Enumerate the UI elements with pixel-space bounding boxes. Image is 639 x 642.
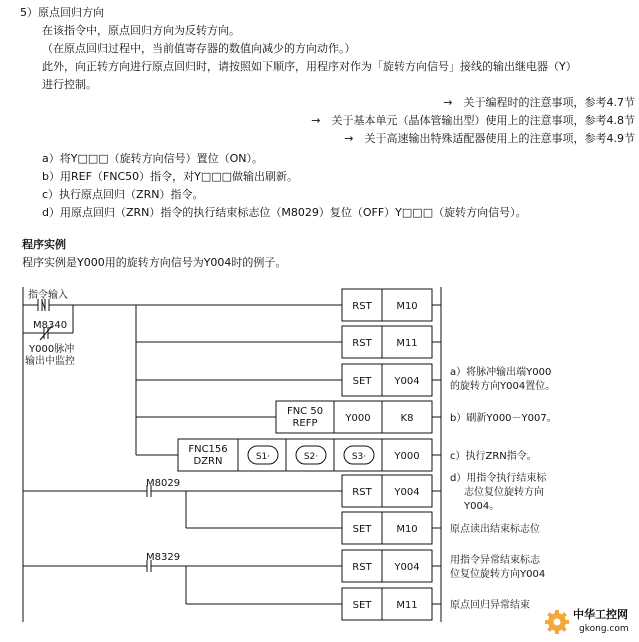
dzrn-label: DZRN bbox=[193, 456, 223, 467]
annotation-a-1: a）将脉冲输出端Y000 bbox=[450, 367, 552, 378]
y000-label-1: Y000 bbox=[345, 413, 371, 424]
annotation-e: 原点读出结束标志位 bbox=[450, 524, 540, 535]
ref-link-4-9[interactable]: → 关于高速输出特殊适配器使用上的注意事项，参考4.9节 bbox=[344, 132, 635, 145]
step-a: a）将Y□□□（旋转方向信号）置位（ON）。 bbox=[42, 152, 264, 165]
watermark-url: gkong.com bbox=[579, 624, 629, 634]
m10-label-2: M10 bbox=[396, 524, 418, 535]
paragraph-2: （在原点回归过程中，当前值寄存器的数值向减少的方向动作。） bbox=[42, 42, 356, 55]
y004-label-2: Y004 bbox=[394, 487, 420, 498]
fnc50-label: FNC 50 bbox=[286, 406, 324, 417]
gear-icon bbox=[543, 602, 635, 638]
annotation-a-2: 的旋转方向Y004置位。 bbox=[450, 381, 556, 392]
annotation-d-1: d）用指令执行结束标 bbox=[450, 473, 547, 484]
monitor-contact-label: M8340 bbox=[33, 320, 68, 331]
paragraph-1: 在该指令中，原点回归方向为反转方向。 bbox=[42, 24, 240, 37]
watermark bbox=[543, 602, 635, 638]
paragraph-3: 此外，向正转方向进行原点回归时，请按照如下顺序，用程序对作为「旋转方向信号」接线的输出继电器（Y） bbox=[42, 60, 577, 73]
rst-label-3: RST bbox=[352, 487, 372, 498]
s3-label: S3· bbox=[351, 452, 367, 462]
y000-label-2: Y000 bbox=[394, 451, 420, 462]
m11-label-2: M11 bbox=[396, 600, 418, 611]
watermark-text: 中华工控网 bbox=[573, 608, 628, 621]
rst-label-1: RST bbox=[352, 301, 372, 312]
rst-label-4: RST bbox=[352, 562, 372, 573]
set-label-2: SET bbox=[352, 524, 372, 535]
fnc156-label: FNC156 bbox=[188, 444, 228, 455]
m10-label-1: M10 bbox=[396, 301, 418, 312]
annotation-d-2: 志位复位旋转方向 bbox=[464, 487, 544, 498]
ref-link-4-7[interactable]: → 关于编程时的注意事项，参考4.7节 bbox=[443, 96, 635, 109]
set-label-3: SET bbox=[352, 600, 372, 611]
rst-label-2: RST bbox=[352, 338, 372, 349]
annotation-f-2: 位复位旋转方向Y004 bbox=[450, 569, 546, 580]
annotation-b: b）刷新Y000－Y007。 bbox=[450, 413, 557, 424]
annotation-f-1: 用指令异常结束标志 bbox=[450, 555, 540, 566]
example-title: 程序实例 bbox=[22, 238, 66, 251]
step-d: d）用原点回归（ZRN）指令的执行结束标志位（M8029）复位（OFF）Y□□□（旋转方向信号）。 bbox=[42, 206, 527, 219]
section-heading: 5）原点回归方向 bbox=[20, 6, 104, 19]
m8329-label: M8329 bbox=[146, 552, 181, 563]
s2-label: S2· bbox=[303, 452, 319, 462]
set-label-1: SET bbox=[352, 376, 372, 387]
m11-label-1: M11 bbox=[396, 338, 418, 349]
example-desc: 程序实例是Y000用的旋转方向信号为Y004时的例子。 bbox=[22, 256, 287, 269]
annotation-d-3: Y004。 bbox=[464, 501, 500, 512]
input-label: 指令输入 bbox=[28, 290, 68, 301]
step-b: b）用REF（FNC50）指令，对Y□□□做输出刷新。 bbox=[42, 170, 299, 183]
ref-link-4-8[interactable]: → 关于基本单元（晶体管输出型）使用上的注意事项，参考4.8节 bbox=[311, 114, 635, 127]
k8-label: K8 bbox=[400, 413, 414, 424]
step-c: c）执行原点回归（ZRN）指令。 bbox=[42, 188, 204, 201]
paragraph-4: 进行控制。 bbox=[42, 78, 97, 91]
y004-label-3: Y004 bbox=[394, 562, 420, 573]
refp-label: REFP bbox=[292, 418, 318, 429]
annotation-g: 原点回归异常结束 bbox=[450, 600, 530, 611]
monitor-note-2: 输出中监控 bbox=[25, 356, 75, 367]
y004-label-1: Y004 bbox=[394, 376, 420, 387]
s1-label: S1· bbox=[255, 452, 271, 462]
monitor-note-1: Y000脉冲 bbox=[29, 344, 75, 355]
annotation-c: c）执行ZRN指令。 bbox=[450, 451, 537, 462]
m8029-label: M8029 bbox=[146, 478, 181, 489]
